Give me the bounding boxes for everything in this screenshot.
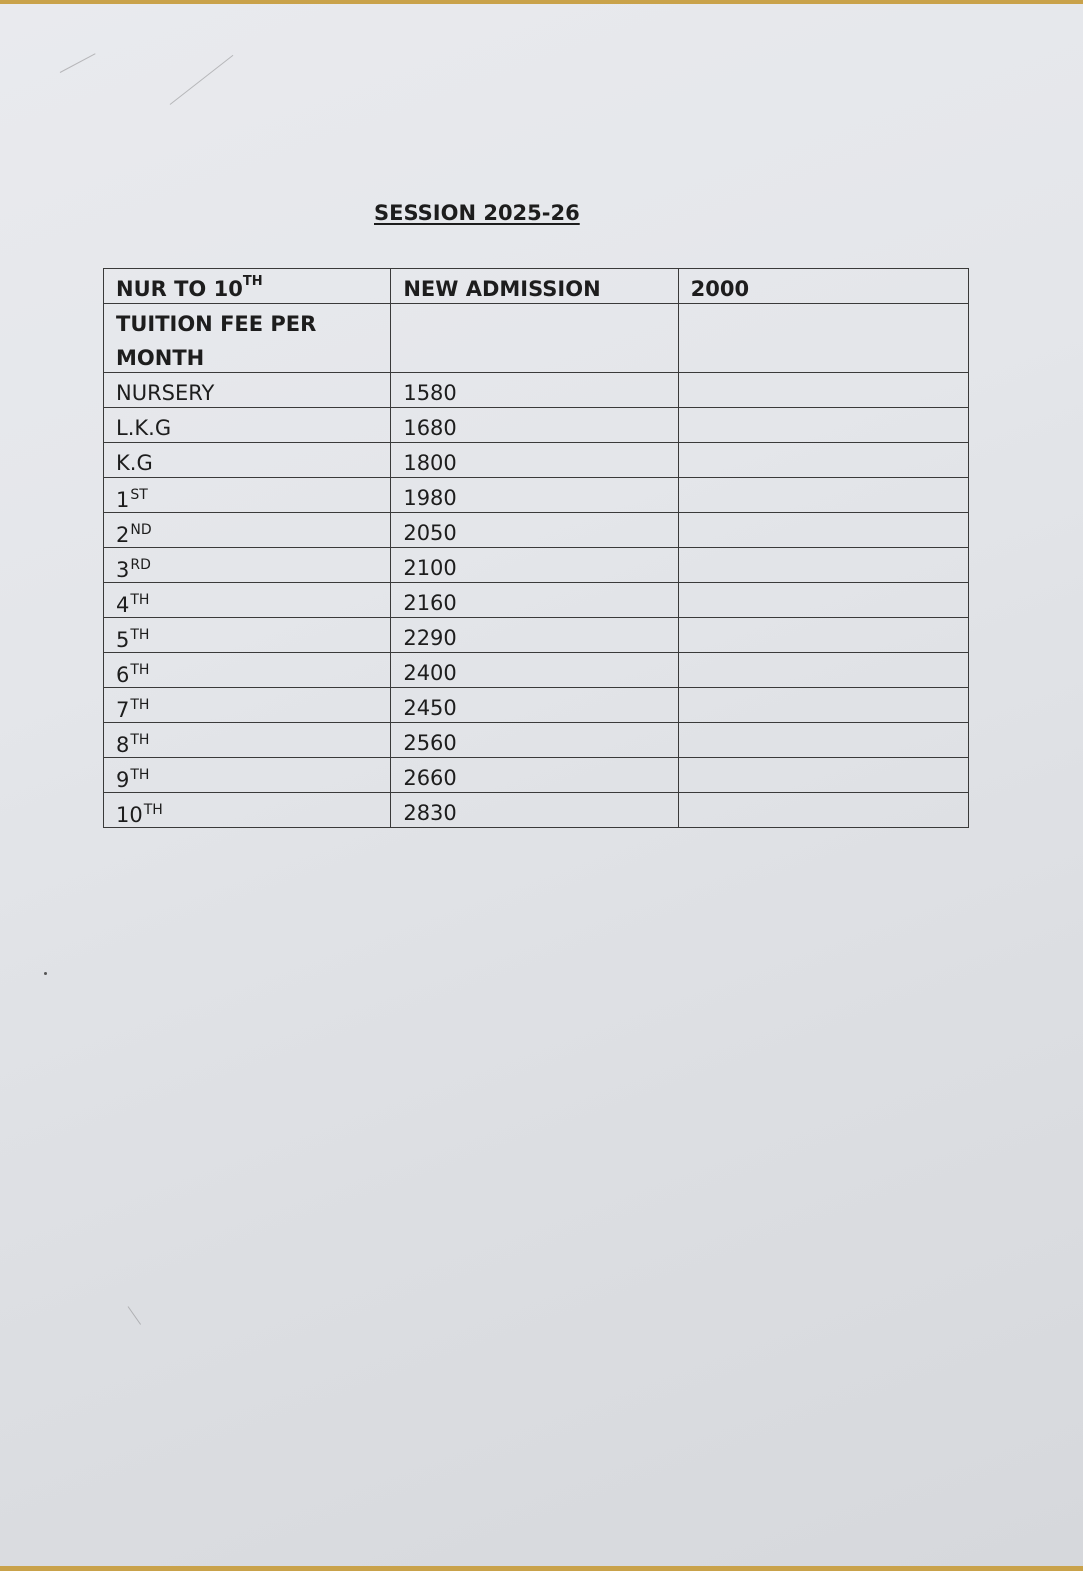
tuition-header-row: [104, 304, 969, 373]
fee-value: 1800: [403, 451, 457, 475]
fee-cell: [391, 478, 678, 513]
fee-table: [103, 268, 969, 828]
paper-crease: [170, 55, 234, 105]
grade-cell: [104, 793, 391, 828]
fee-value: 2400: [403, 661, 457, 685]
empty-cell: [678, 618, 968, 653]
table-row: [104, 653, 969, 688]
table-row: [104, 373, 969, 408]
fee-cell: [391, 653, 678, 688]
fee-cell: [391, 583, 678, 618]
fee-value: 1980: [403, 486, 457, 510]
grade-suffix: TH: [130, 697, 150, 713]
grade-label: L.K.G: [116, 416, 172, 440]
grade-cell: [104, 583, 391, 618]
grade-label: K.G: [116, 451, 153, 475]
fee-cell: [391, 443, 678, 478]
tuition-label: TUITION FEE PER MONTH: [116, 312, 317, 370]
fee-value: 1580: [403, 381, 457, 405]
grade-label: 9: [116, 768, 130, 792]
table-row: [104, 443, 969, 478]
grade-label: 10: [116, 803, 143, 827]
grade-cell: [104, 373, 391, 408]
admission-label-cell: [391, 269, 678, 304]
tuition-label-cell: [104, 304, 391, 373]
admission-label: NEW ADMISSION: [403, 277, 601, 301]
grade-cell: [104, 548, 391, 583]
paper-speck: [44, 972, 47, 975]
fee-value: 2830: [403, 801, 457, 825]
grade-label: 3: [116, 558, 130, 582]
fee-value: 2050: [403, 521, 457, 545]
grade-label: 5: [116, 628, 130, 652]
grade-cell: [104, 408, 391, 443]
table-row: [104, 723, 969, 758]
table-row: [104, 758, 969, 793]
fee-value: 2100: [403, 556, 457, 580]
grade-label: 2: [116, 523, 130, 547]
empty-cell: [678, 373, 968, 408]
empty-cell: [678, 548, 968, 583]
grade-cell: [104, 723, 391, 758]
fee-cell: [391, 688, 678, 723]
fee-cell: [391, 373, 678, 408]
grade-cell: [104, 513, 391, 548]
grade-label: 7: [116, 698, 130, 722]
fee-value: 2290: [403, 626, 457, 650]
grade-suffix: TH: [130, 732, 150, 748]
fee-value: 2450: [403, 696, 457, 720]
admission-fee-cell: [678, 269, 968, 304]
fee-cell: [391, 408, 678, 443]
grade-suffix: ST: [130, 487, 148, 503]
session-title: SESSION 2025-26: [374, 201, 580, 225]
grade-cell: [104, 688, 391, 723]
grade-suffix: TH: [143, 802, 163, 818]
empty-cell: [678, 653, 968, 688]
empty-cell: [678, 688, 968, 723]
grade-suffix: TH: [130, 627, 150, 643]
fee-cell: [391, 758, 678, 793]
table-row: [104, 408, 969, 443]
range-label: NUR TO 10: [116, 277, 243, 301]
empty-cell: [678, 443, 968, 478]
paper-crease: [60, 53, 96, 73]
grade-label: 6: [116, 663, 130, 687]
header-row: [104, 269, 969, 304]
grade-label: 8: [116, 733, 130, 757]
grade-suffix: TH: [130, 767, 150, 783]
table-row: [104, 618, 969, 653]
admission-fee: 2000: [690, 277, 750, 301]
fee-cell: [391, 723, 678, 758]
fee-cell: [391, 793, 678, 828]
fee-cell: [391, 618, 678, 653]
grade-suffix: ND: [130, 522, 152, 538]
grade-cell: [104, 758, 391, 793]
fee-value: 2560: [403, 731, 457, 755]
table-row: [104, 513, 969, 548]
range-suffix: TH: [242, 274, 263, 289]
grade-suffix: TH: [130, 662, 150, 678]
table-row: [104, 688, 969, 723]
table-row: [104, 548, 969, 583]
empty-cell: [678, 304, 968, 373]
empty-cell: [678, 478, 968, 513]
empty-cell: [678, 513, 968, 548]
fee-value: 1680: [403, 416, 457, 440]
empty-cell: [391, 304, 678, 373]
grade-label: 4: [116, 593, 130, 617]
grade-cell: [104, 443, 391, 478]
table-row: [104, 793, 969, 828]
fee-value: 2660: [403, 766, 457, 790]
grade-cell: [104, 653, 391, 688]
grade-label: 1: [116, 488, 130, 512]
table-row: [104, 583, 969, 618]
empty-cell: [678, 758, 968, 793]
fee-cell: [391, 513, 678, 548]
range-label-cell: [104, 269, 391, 304]
empty-cell: [678, 723, 968, 758]
grade-label: NURSERY: [116, 381, 215, 405]
grade-suffix: RD: [130, 557, 151, 573]
grade-cell: [104, 618, 391, 653]
grade-suffix: TH: [130, 592, 150, 608]
empty-cell: [678, 408, 968, 443]
fee-value: 2160: [403, 591, 457, 615]
paper-crease: [128, 1306, 141, 1325]
grade-cell: [104, 478, 391, 513]
fee-cell: [391, 548, 678, 583]
empty-cell: [678, 793, 968, 828]
empty-cell: [678, 583, 968, 618]
table-row: [104, 478, 969, 513]
